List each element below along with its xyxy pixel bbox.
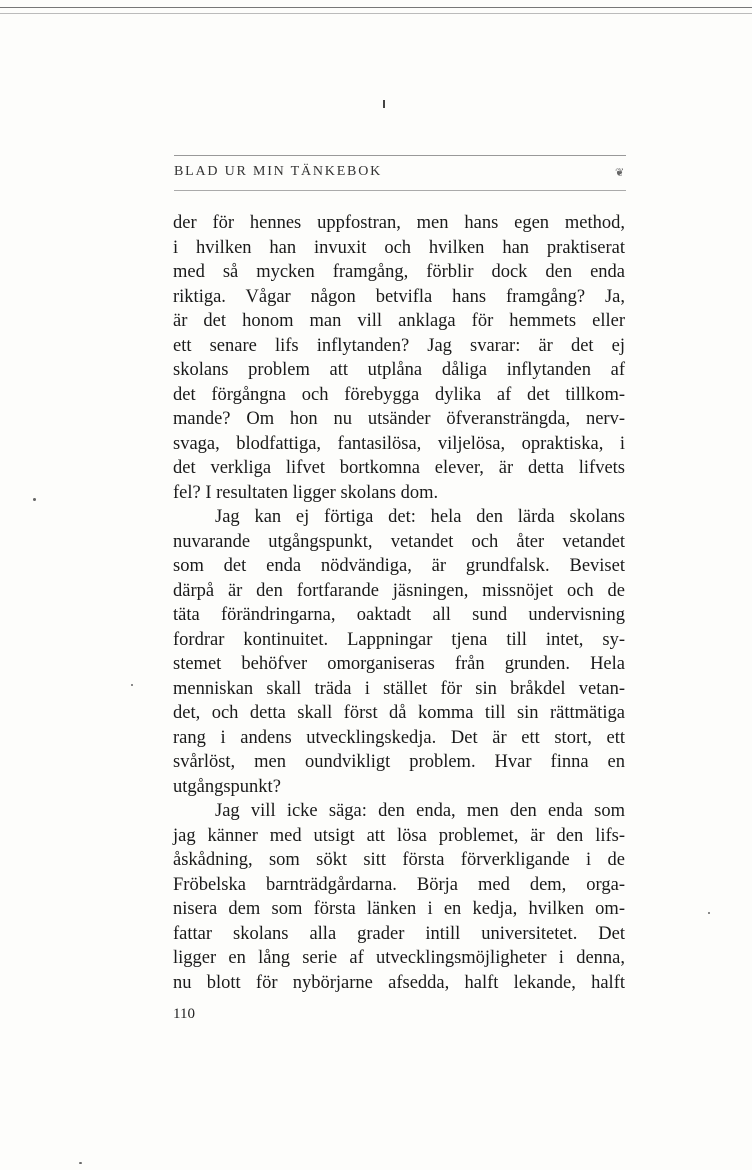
- text-line: svårlöst, men oundvikligt problem. Hvar finna en: [173, 752, 625, 772]
- text-line: det förgångna och förebygga dylika af det tillkom-: [173, 384, 625, 405]
- text-line: der för hennes uppfostran, men hans egen method,: [173, 213, 625, 233]
- header-rule-top: [174, 155, 626, 156]
- text-line: fattar skolans alla grader intill universitetet. Det: [173, 923, 625, 944]
- text-line: fel? I resultaten ligger skolans dom.: [173, 482, 439, 503]
- scan-edge-rule-secondary: [0, 13, 752, 14]
- text-line: därpå är den fortfarande jäsningen, missnöjet och de: [173, 580, 625, 601]
- text-line: med så mycken framgång, förblir dock den enda: [173, 262, 625, 282]
- text-line: nu blott för nybörjarne afsedda, halft lekande, halft: [173, 972, 625, 993]
- printer-mark: [383, 100, 385, 108]
- body-text: [173, 211, 625, 995]
- text-line: svaga, blodfattiga, fantasilösa, viljelösa, opraktiska, i: [173, 433, 625, 454]
- scan-speck: [33, 498, 36, 501]
- text-line: ligger en lång serie af utvecklingsmöjligheter i denna,: [173, 948, 625, 968]
- scan-edge-rule: [0, 7, 752, 8]
- text-line: ett senare lifs inflytanden? Jag svarar: är det ej: [173, 335, 625, 356]
- text-line: täta förändringarna, oaktadt all sund undervisning: [173, 605, 625, 625]
- text-line: nuvarande utgångspunkt, vetandet och åter vetandet: [173, 531, 625, 552]
- text-line: utgångspunkt?: [173, 776, 281, 797]
- text-line: riktiga. Vågar någon betvifla hans framgång? Ja,: [173, 286, 625, 307]
- text-line: nisera dem som första länken i en kedja, hvilken om-: [173, 899, 625, 919]
- text-line: är det honom man vill anklaga för hemmets eller: [173, 311, 625, 331]
- text-line: som det enda nödvändiga, är grundfalsk. Beviset: [173, 556, 625, 576]
- scan-speck: [79, 1162, 82, 1164]
- text-line: Fröbelska barnträdgårdarna. Börja med dem, orga-: [173, 874, 625, 895]
- text-line: menniskan skall träda i stället för sin bråkdel vetan-: [173, 678, 625, 699]
- header-ornament-icon: ❦: [615, 166, 625, 179]
- text-line: Jag kan ej förtiga det: hela den lärda skolans: [215, 507, 625, 527]
- text-line: det verkliga lifvet bortkomna elever, är detta lifvets: [173, 458, 625, 478]
- text-line: Jag vill icke säga: den enda, men den enda som: [215, 801, 625, 821]
- text-line: jag känner med utsigt att lösa problemet, är den lifs-: [173, 825, 625, 846]
- header-rule-bottom: [174, 190, 626, 191]
- running-head: BLAD UR MIN TÄNKEBOK: [174, 164, 383, 179]
- page-number: 110: [173, 1006, 195, 1022]
- text-line: skolans problem att utplåna dåliga inflytanden af: [173, 360, 625, 380]
- scan-speck: [708, 912, 710, 914]
- text-line: i hvilken han invuxit och hvilken han praktiserat: [173, 237, 625, 258]
- text-line: stemet behöfver omorganiseras från grunden. Hela: [173, 654, 625, 674]
- text-line: fordrar kontinuitet. Lappningar tjena till intet, sy-: [173, 629, 625, 650]
- text-line: åskådning, som sökt sitt första förverkligande i de: [173, 850, 625, 870]
- text-line: rang i andens utvecklingskedja. Det är ett stort, ett: [173, 727, 625, 748]
- text-line: det, och detta skall först då komma till sin rättmätiga: [173, 703, 625, 723]
- text-line: mande? Om hon nu utsänder öfveransträngda, nerv-: [173, 409, 625, 429]
- scan-speck: [131, 684, 133, 686]
